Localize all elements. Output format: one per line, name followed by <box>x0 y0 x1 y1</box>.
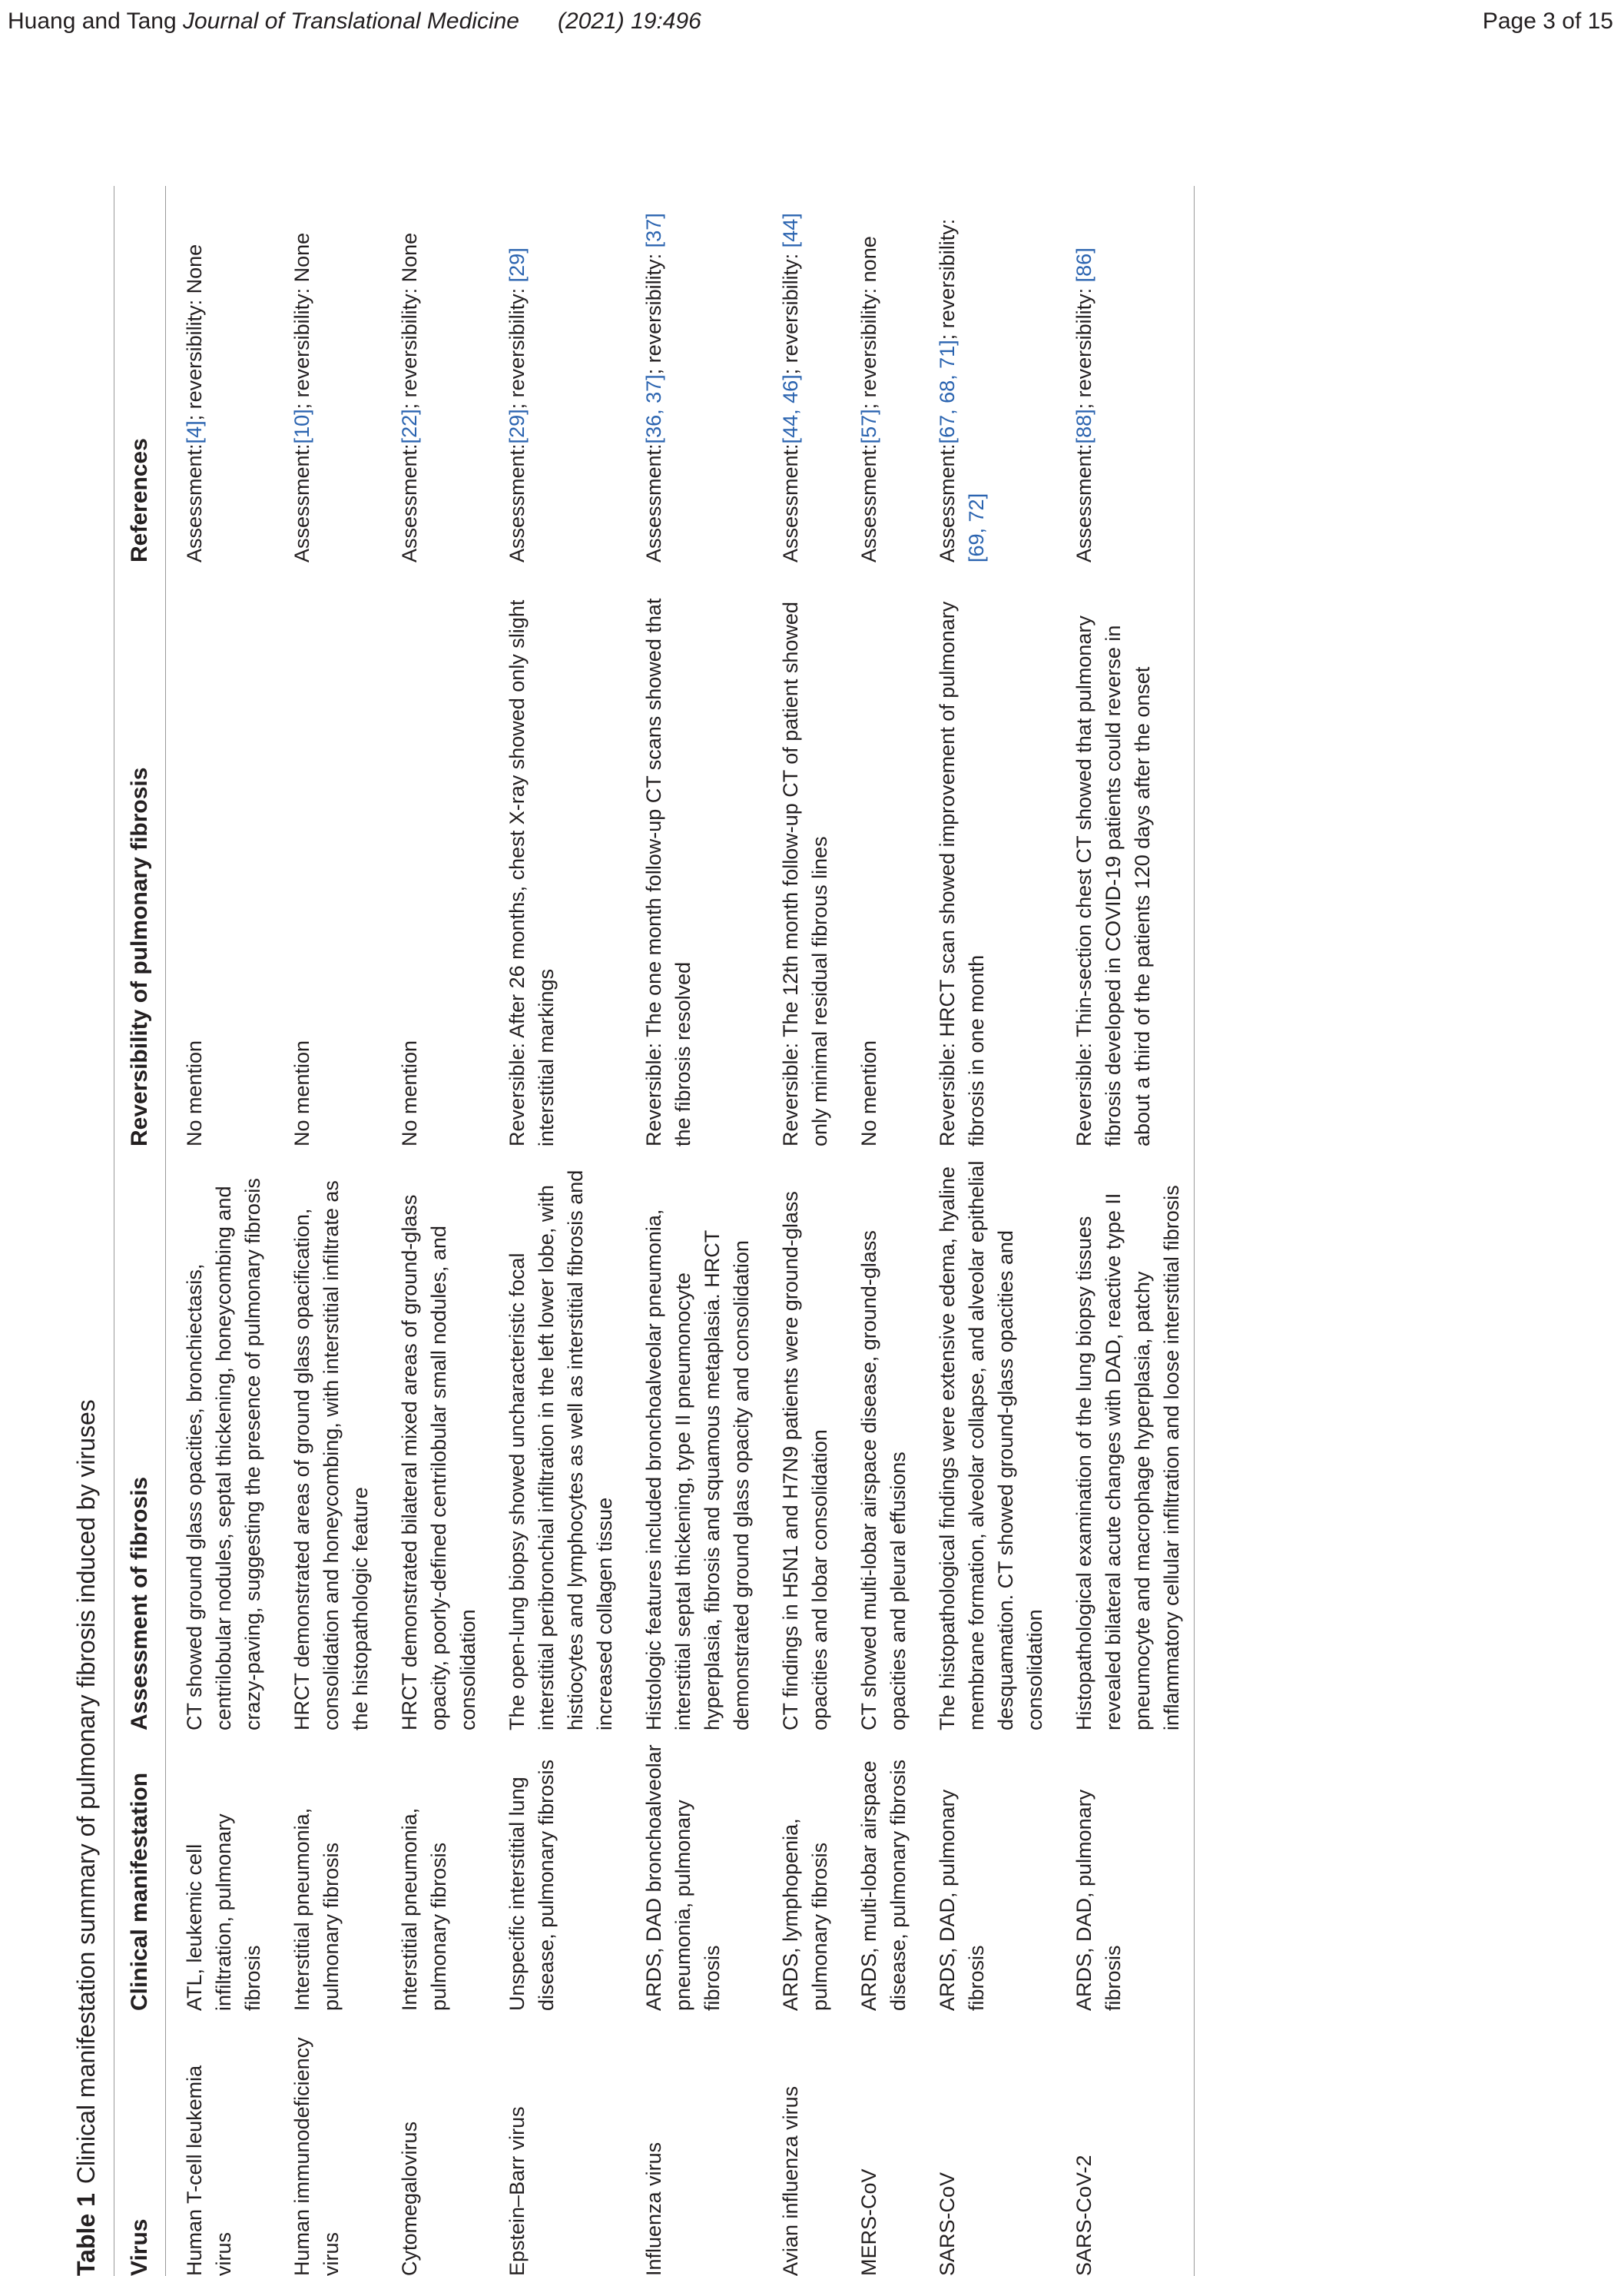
ref-reversibility-prefix: ; reversibility: <box>398 282 421 410</box>
cell-assessment: HRCT demonstrated bilateral mixed areas of ground-glass opacity, poorly-defined centrilobular small nodules, and consolidation <box>398 1194 479 1730</box>
cell-clinical-manifestation: ARDS, DAD, pulmonary fibrosis <box>936 1789 988 2011</box>
ref-assessment-link[interactable]: [22] <box>398 409 421 444</box>
cell-references <box>381 186 489 562</box>
ref-reversibility-link[interactable]: [69, 72] <box>965 493 988 562</box>
cell-references <box>166 186 274 562</box>
table-row <box>1056 186 1195 2276</box>
ref-assessment-prefix: Assessment: <box>642 443 665 562</box>
table-caption-text: Clinical manifestation summary of pulmonary fibrosis induced by viruses <box>72 1399 100 2185</box>
ref-assessment-link[interactable]: [10] <box>290 409 313 444</box>
cell-assessment: HRCT demonstrated areas of ground glass opacification, consolidation and honeycombing, with interstitial infiltrate as the histopathologic feature <box>290 1180 372 1730</box>
ref-assessment-link[interactable]: [44, 46] <box>779 374 802 444</box>
ref-assessment-link[interactable]: [29] <box>505 409 529 444</box>
cell-clinical-manifestation: ARDS, lymphopenia, pulmonary fibrosis <box>779 1818 831 2011</box>
cell-reversibility: Reversible: The 12th month follow-up CT of patient showed only minimal residual fibrous lines <box>779 602 831 1146</box>
col-header-clinical: Clinical manifestation <box>114 1730 166 2011</box>
ref-assessment-link[interactable]: [36, 37] <box>642 374 665 444</box>
ref-reversibility-prefix: ; reversibility: <box>779 247 802 375</box>
rotated-table-block <box>58 186 1564 2276</box>
cell-reversibility: Reversible: After 26 months, chest X-ray showed only slight interstitial markings <box>505 599 558 1146</box>
col-header-assessment: Assessment of fibrosis <box>114 1146 166 1730</box>
cell-clinical-manifestation: Interstitial pneumonia, pulmonary fibrosis <box>290 1807 343 2011</box>
cell-virus: Avian influenza virus <box>779 2085 802 2276</box>
cell-assessment: CT findings in H5N1 and H7N9 patients were ground-glass opacities and lobar consolidation <box>779 1191 831 1730</box>
cell-virus: Influenza virus <box>642 2142 665 2276</box>
table-row <box>273 186 381 2276</box>
cell-reversibility: Reversible: The one month follow-up CT scans showed that the fibrosis resolved <box>642 598 694 1146</box>
ref-assessment-prefix: Assessment: <box>857 443 880 562</box>
cell-reversibility: Reversible: HRCT scan showed improvement of pulmonary fibrosis in one month <box>936 601 988 1146</box>
table-row <box>762 186 840 2276</box>
ref-reversibility-link: None <box>290 232 313 283</box>
cell-assessment: The histopathological findings were extensive edema, hyaline membrane formation, alveolar collapse, and alveolar epithelial desquamation. CT showed ground-glass opacities and consolidation <box>936 1160 1046 1730</box>
ref-reversibility-prefix: ; reversibility: <box>183 294 206 421</box>
ref-assessment-prefix: Assessment: <box>936 443 959 562</box>
ref-reversibility-prefix: ; reversibility: <box>1072 282 1095 410</box>
ref-reversibility-prefix: ; reversibility: <box>936 218 959 340</box>
cell-virus: Cytomegalovirus <box>398 2121 421 2276</box>
cell-virus: Human immunodeficiency virus <box>290 2037 343 2276</box>
cell-clinical-manifestation: Unspecific interstitial lung disease, pulmonary fibrosis <box>505 1759 558 2011</box>
cell-references <box>273 186 381 562</box>
table-row <box>919 186 1056 2276</box>
ref-assessment-prefix: Assessment: <box>183 443 206 562</box>
table-row <box>489 186 625 2276</box>
ref-assessment-link[interactable]: [67, 68, 71] <box>936 340 959 444</box>
header-authors: Huang and Tang <box>8 8 177 34</box>
cell-clinical-manifestation: ARDS, multi-lobar airspace disease, pulmonary fibrosis <box>857 1759 910 2011</box>
cell-references <box>840 186 919 562</box>
cell-reversibility: No mention <box>857 1040 880 1146</box>
ref-assessment-link[interactable]: [4] <box>183 420 206 444</box>
cell-virus: Epstein–Barr virus <box>505 2106 529 2276</box>
ref-reversibility-prefix: ; reversibility: <box>857 282 880 410</box>
col-header-reversibility: Reversibility of pulmonary fibrosis <box>114 562 166 1146</box>
ref-assessment-prefix: Assessment: <box>505 443 529 562</box>
table-caption <box>58 1399 114 2276</box>
cell-reversibility: No mention <box>290 1040 313 1146</box>
ref-reversibility-link[interactable]: [86] <box>1072 247 1095 283</box>
cell-clinical-manifestation: ARDS, DAD bronchoalveolar pneumonia, pulmonary fibrosis <box>642 1744 724 2011</box>
page-number: Page 3 of 15 <box>1482 8 1613 34</box>
cell-references <box>762 186 840 562</box>
cell-virus: Human T-cell leukemia virus <box>183 2065 235 2276</box>
cell-assessment: CT showed multi-lobar airspace disease, ground-glass opacities and pleural effusions <box>857 1230 910 1730</box>
ref-reversibility-prefix: ; reversibility: <box>642 247 665 375</box>
table-header-row <box>114 186 166 2276</box>
ref-reversibility-prefix: ; reversibility: <box>505 282 529 410</box>
ref-assessment-prefix: Assessment: <box>779 443 802 562</box>
cell-reversibility: No mention <box>398 1040 421 1146</box>
ref-reversibility-link: none <box>857 236 880 283</box>
cell-assessment: Histopathological examination of the lung biopsy tissues revealed bilateral acute changes with DAD, reactive type II pneumocyte and macrophage hyperplasia, patchy inflammatory cellular infiltration and loose interstitial fibrosis <box>1056 1146 1195 1730</box>
fibrosis-table <box>114 186 1195 2276</box>
ref-assessment-prefix: Assessment: <box>398 443 421 562</box>
cell-assessment: The open-lung biopsy showed uncharacteristic focal interstitial peribronchial infiltration in the left lower lobe, with histiocytes and lymphocytes as well as interstitial fibrosis and increased collagen tissue <box>505 1170 616 1730</box>
cell-virus: SARS-CoV-2 <box>1056 2011 1195 2276</box>
cell-references <box>919 186 1056 562</box>
table-label: Table 1 <box>72 2193 100 2276</box>
cell-reversibility: Reversible: Thin-section chest CT showed that pulmonary fibrosis developed in COVID-19 patients could reverse in about a third of the patients 120 days after the onset <box>1056 562 1195 1146</box>
ref-reversibility-prefix: ; reversibility: <box>290 282 313 410</box>
ref-reversibility-link[interactable]: [29] <box>505 247 529 283</box>
cell-reversibility: No mention <box>183 1040 206 1146</box>
cell-clinical-manifestation: ATL, leukemic cell infiltration, pulmonary fibrosis <box>183 1813 264 2011</box>
ref-reversibility-link: None <box>398 232 421 283</box>
cell-virus: MERS-CoV <box>857 2168 880 2276</box>
table-row <box>381 186 489 2276</box>
cell-assessment: Histologic features included bronchoalveolar pneumonia, interstitial septal thickening, type II pneumonocyte hyperplasia, fibrosis and squamous metaplasia. HRCT demonstrated ground glass opacity and consolidation <box>642 1209 753 1730</box>
ref-reversibility-link: None <box>183 244 206 294</box>
cell-references <box>489 186 625 562</box>
table-row <box>840 186 919 2276</box>
table-row <box>625 186 762 2276</box>
header-year-volume: (2021) 19:496 <box>558 8 701 34</box>
header-journal: Journal of Translational Medicine <box>182 8 519 34</box>
cell-clinical-manifestation: Interstitial pneumonia, pulmonary fibrosis <box>398 1807 450 2011</box>
cell-references <box>1056 186 1195 562</box>
ref-reversibility-link[interactable]: [37] <box>642 213 665 248</box>
ref-assessment-prefix: Assessment: <box>1072 443 1095 562</box>
ref-assessment-prefix: Assessment: <box>290 443 313 562</box>
ref-assessment-link[interactable]: [57] <box>857 409 880 444</box>
table-row <box>166 186 274 2276</box>
cell-clinical-manifestation: ARDS, DAD, pulmonary fibrosis <box>1056 1730 1195 2011</box>
col-header-references: References <box>114 186 166 562</box>
cell-assessment: CT showed ground glass opacities, bronchiectasis, centrilobular nodules, septal thickening, honeycombing and crazy-paving, suggesting the presence of pulmonary fibrosis <box>183 1178 264 1730</box>
cell-references <box>625 186 762 562</box>
running-header <box>8 6 701 37</box>
col-header-virus: Virus <box>114 2011 166 2276</box>
ref-reversibility-link[interactable]: [44] <box>779 213 802 248</box>
cell-virus: SARS-CoV <box>936 2171 959 2276</box>
ref-assessment-link[interactable]: [88] <box>1072 409 1095 444</box>
